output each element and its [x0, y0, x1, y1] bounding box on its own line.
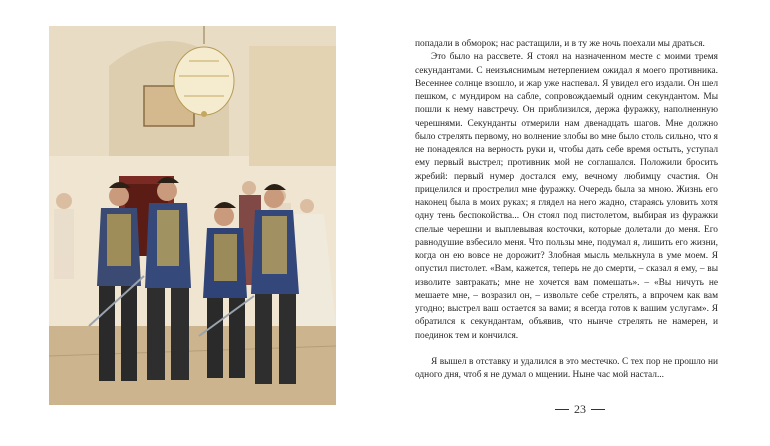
- page-number-block: [530, 401, 630, 417]
- paragraph: Это было на рассвете. Я стоял на назначенном месте с моими тремя секундантами. С неизъяснимым нетерпением ожидал я моего противника. Весеннее солнце взошло, и жар уже наспевал. Я увидел его издали. Он шел пешком, с мундиром на сабле, сопровождаемый одним секундантом. Мы пошли к нему навстречу. Он приблизился, держа фуражку, наполненную черешнями. Секунданты отмерили нам двенадцать шагов. Мне должно было стрелять первому, но волнение злобы во мне было столь сильно, что я не понадеялся на верность руки и, чтобы дать себе время остыть, уступал ему первый выстрел; противник мой не соглашался. Положили бросить жребий: первый нумер достался ему, вечному любимцу счастия. Он прицелился и прострелил мне фуражку. Очередь была за мною. Жизнь его наконец была в моих руках; я глядел на него жадно, стараясь уловить хотя одну тень беспокойства... Он стоял под пистолетом, выбирая из фуражки спелые черешни и выплевывая косточки, которые долетали до меня. Его равнодушие взбесило меня. Что пользы мне, подумал я, лишить его жизни, когда он ею вовсе не дорожит? Злобная мысль мелькнула в уме моем. Я опустил пистолет. «Вам, кажется, теперь не до смерти, – сказал я ему, – вы изволите завтракать; мне не хочется вам помешать». – «Вы ничуть не мешаете мне, – возразил он, – извольте себе стрелять, а впрочем как вам угодно; выстрел ваш остается за вами; я всегда готов к вашим услугам». Я обратился к секундантам, объявив, что нынче стрелять не намерен, и поединок тем и кончился.: [415, 52, 718, 341]
- page-number: 23: [574, 401, 586, 416]
- paragraph: попадали в обморок; нас растащили, и в ту же ночь поехали мы драться.: [415, 39, 705, 49]
- paragraph: Я вышел в отставку и удалился в это местечко. С тех пор не прошло ни одного дня, чтоб я не думал о мщении. Ныне час мой настал...: [415, 356, 718, 380]
- illustration-drawing: [49, 26, 336, 405]
- page-number-rule-right: [591, 409, 605, 410]
- text-column: [415, 38, 718, 382]
- page-number-rule-left: [555, 409, 569, 410]
- illustration-officers-in-ballroom: [49, 26, 336, 405]
